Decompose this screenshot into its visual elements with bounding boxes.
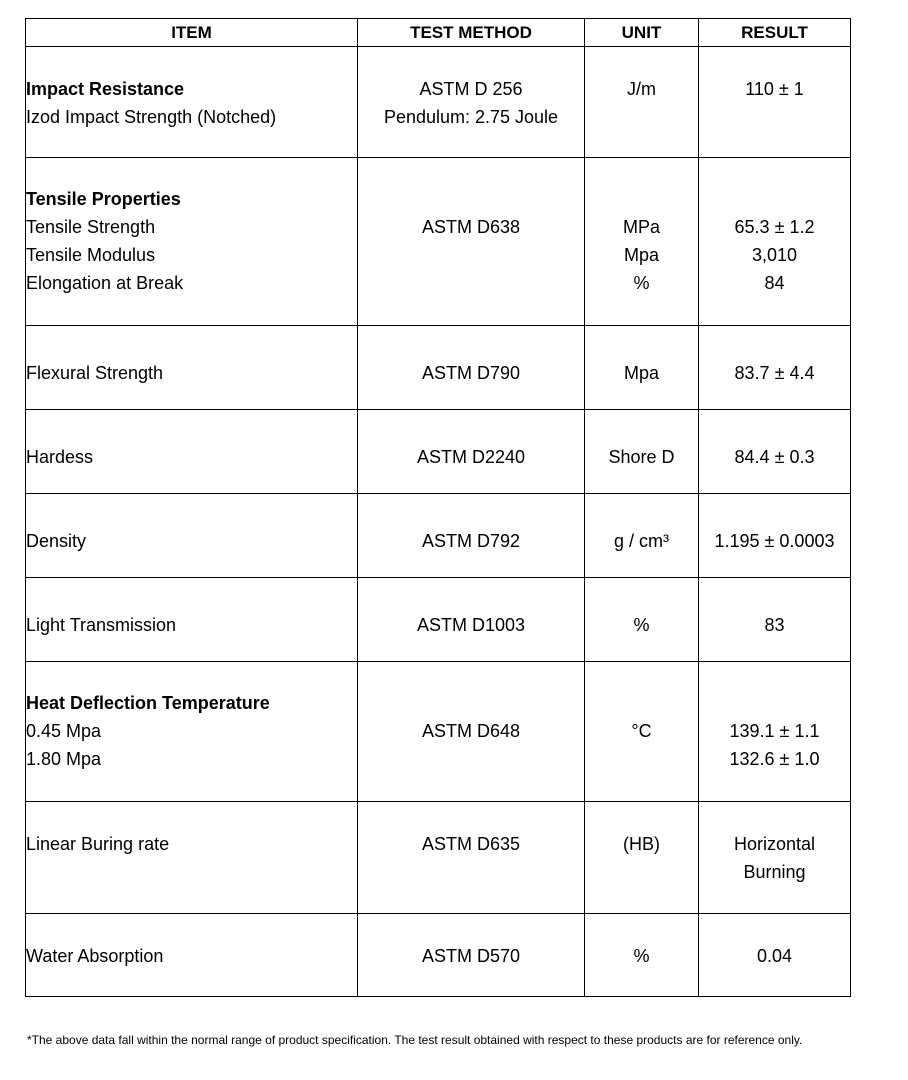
method-cell bbox=[358, 578, 585, 662]
method-line: ASTM D2240 bbox=[416, 447, 526, 467]
item-cell bbox=[26, 578, 358, 662]
result-line: 84 bbox=[764, 273, 785, 293]
method-line: Pendulum: 2.75 Joule bbox=[383, 107, 559, 127]
result-cell bbox=[699, 326, 851, 410]
item-line: Water Absorption bbox=[26, 946, 164, 966]
result-cell bbox=[699, 158, 851, 326]
unit-cell bbox=[585, 158, 699, 326]
table-row bbox=[26, 494, 851, 578]
table-row bbox=[26, 158, 851, 326]
table-row bbox=[26, 410, 851, 494]
unit-cell bbox=[585, 802, 699, 914]
unit-cell bbox=[585, 410, 699, 494]
method-cell bbox=[358, 158, 585, 326]
unit-cell bbox=[585, 914, 699, 997]
unit-cell bbox=[585, 494, 699, 578]
method-cell bbox=[358, 47, 585, 158]
result-cell bbox=[699, 578, 851, 662]
result-line: 3,010 bbox=[751, 245, 798, 265]
unit-line: % bbox=[633, 615, 650, 635]
unit-line: Mpa bbox=[623, 245, 659, 265]
item-cell bbox=[26, 326, 358, 410]
item-line: Linear Buring rate bbox=[26, 834, 170, 854]
table-row bbox=[26, 578, 851, 662]
item-line: Tensile Modulus bbox=[26, 245, 156, 265]
unit-line: MPa bbox=[622, 217, 660, 237]
result-line: 132.6 ± 1.0 bbox=[729, 749, 820, 769]
table-row bbox=[26, 662, 851, 802]
item-title: Tensile Properties bbox=[26, 189, 181, 209]
method-line: ASTM D570 bbox=[421, 946, 521, 966]
unit-line: °C bbox=[631, 721, 652, 741]
result-line: 110 ± 1 bbox=[745, 79, 804, 99]
method-cell bbox=[358, 326, 585, 410]
result-line: 83.7 ± 4.4 bbox=[734, 363, 815, 383]
specification-table bbox=[25, 18, 851, 997]
unit-cell bbox=[585, 662, 699, 802]
item-line: Flexural Strength bbox=[26, 363, 164, 383]
item-cell bbox=[26, 802, 358, 914]
unit-line: (HB) bbox=[623, 834, 660, 854]
item-cell bbox=[26, 662, 358, 802]
result-line: 65.3 ± 1.2 bbox=[734, 217, 815, 237]
result-line: 0.04 bbox=[756, 946, 793, 966]
item-line: Elongation at Break bbox=[26, 273, 184, 293]
item-cell bbox=[26, 494, 358, 578]
method-line: ASTM D792 bbox=[421, 531, 521, 551]
unit-line: J/m bbox=[627, 79, 656, 99]
method-cell bbox=[358, 410, 585, 494]
method-cell bbox=[358, 802, 585, 914]
item-line: Hardess bbox=[26, 447, 94, 467]
result-cell bbox=[699, 410, 851, 494]
result-line: 1.195 ± 0.0003 bbox=[714, 531, 835, 551]
item-cell bbox=[26, 914, 358, 997]
header-unit: UNIT bbox=[585, 19, 699, 47]
item-line: Light Transmission bbox=[26, 615, 177, 635]
table-row bbox=[26, 914, 851, 997]
unit-line: % bbox=[633, 273, 650, 293]
header-item: ITEM bbox=[26, 19, 358, 47]
result-cell bbox=[699, 494, 851, 578]
unit-cell bbox=[585, 47, 699, 158]
item-title: Heat Deflection Temperature bbox=[26, 693, 270, 713]
method-cell bbox=[358, 662, 585, 802]
result-line: Horizontal bbox=[733, 834, 816, 854]
result-cell bbox=[699, 914, 851, 997]
method-line: ASTM D790 bbox=[421, 363, 521, 383]
header-test-method: TEST METHOD bbox=[358, 19, 585, 47]
result-line: 84.4 ± 0.3 bbox=[734, 447, 815, 467]
result-cell bbox=[699, 47, 851, 158]
method-line: ASTM D1003 bbox=[416, 615, 526, 635]
table-row bbox=[26, 326, 851, 410]
unit-cell bbox=[585, 326, 699, 410]
result-cell bbox=[699, 802, 851, 914]
item-cell bbox=[26, 410, 358, 494]
table-row bbox=[26, 802, 851, 914]
table-row bbox=[26, 47, 851, 158]
method-line: ASTM D648 bbox=[421, 721, 521, 741]
item-title: Impact Resistance bbox=[26, 79, 185, 99]
header-result: RESULT bbox=[699, 19, 851, 47]
header-row bbox=[26, 19, 851, 47]
result-line: 139.1 ± 1.1 bbox=[729, 721, 820, 741]
result-line: Burning bbox=[743, 862, 806, 882]
unit-line: % bbox=[633, 946, 650, 966]
unit-line: Mpa bbox=[623, 363, 659, 383]
method-line: ASTM D 256 bbox=[419, 79, 523, 99]
item-line: Tensile Strength bbox=[26, 217, 156, 237]
unit-cell bbox=[585, 578, 699, 662]
result-cell bbox=[699, 662, 851, 802]
item-line: 0.45 Mpa bbox=[26, 721, 102, 741]
item-line: Izod Impact Strength (Notched) bbox=[26, 107, 277, 127]
item-line: Density bbox=[26, 531, 87, 551]
method-cell bbox=[358, 494, 585, 578]
result-line: 83 bbox=[764, 615, 785, 635]
footnote: *The above data fall within the normal range of product specification. The test result obtained with respect to these products are for reference only. bbox=[27, 1033, 803, 1047]
item-line: 1.80 Mpa bbox=[26, 749, 102, 769]
item-cell bbox=[26, 47, 358, 158]
method-cell bbox=[358, 914, 585, 997]
unit-line: Shore D bbox=[608, 447, 675, 467]
method-line: ASTM D638 bbox=[421, 217, 521, 237]
method-line: ASTM D635 bbox=[421, 834, 521, 854]
item-cell bbox=[26, 158, 358, 326]
unit-line: g / cm³ bbox=[613, 531, 669, 551]
